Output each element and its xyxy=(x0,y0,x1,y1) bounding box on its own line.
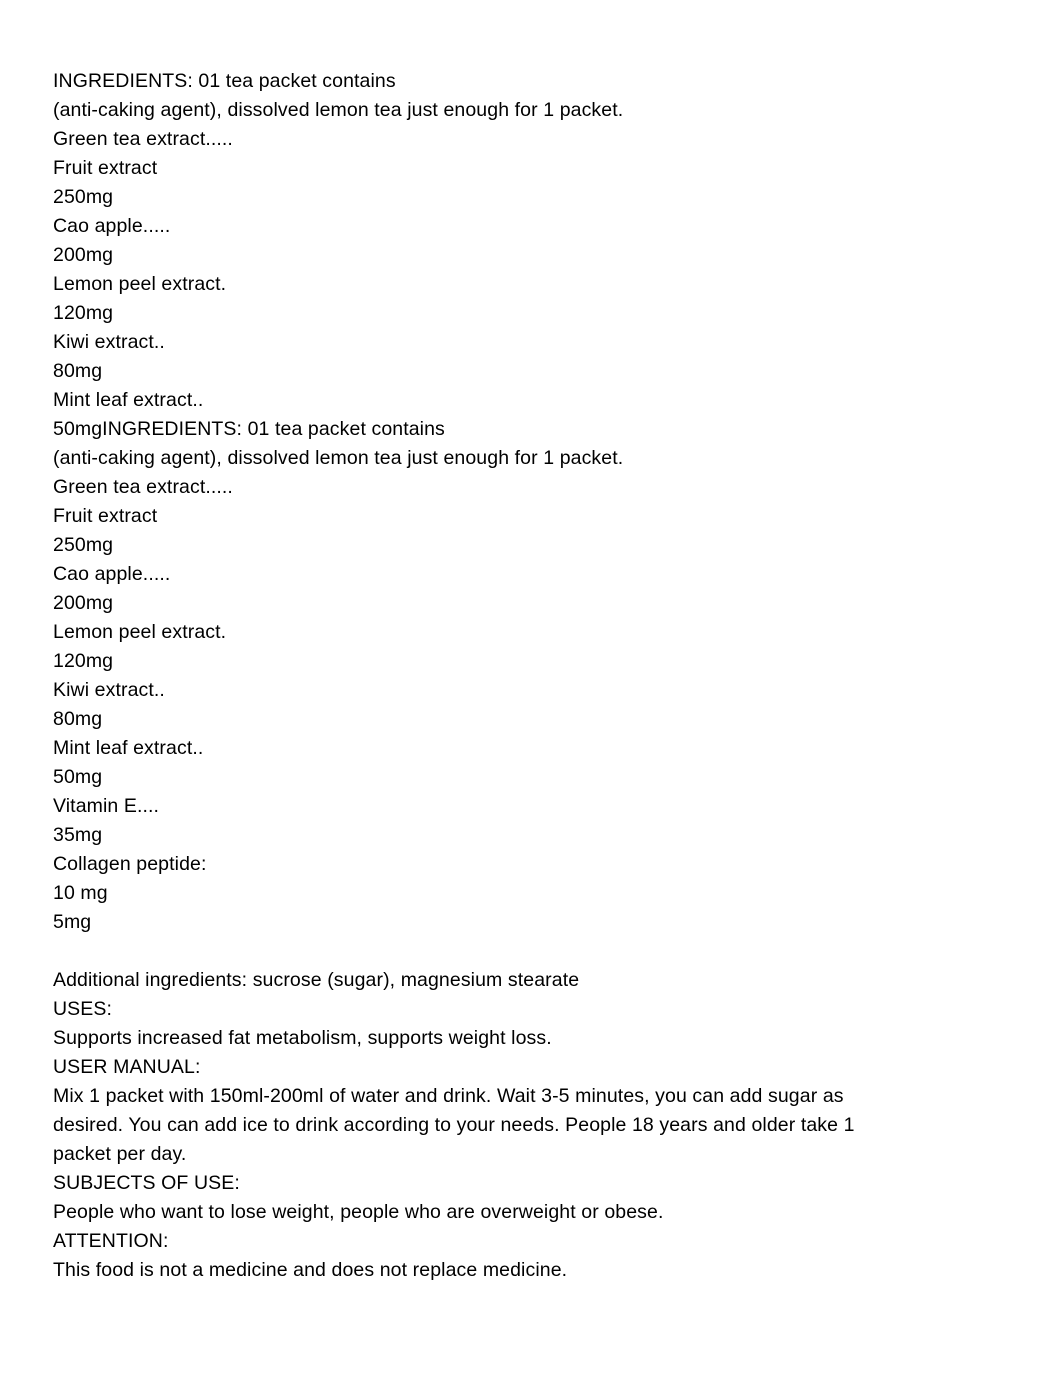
text-line: This food is not a medicine and does not replace medicine. xyxy=(53,1259,568,1281)
text-line: 35mg xyxy=(53,824,103,846)
text-line: Additional ingredients: sucrose (sugar), magnesium stearate xyxy=(53,969,580,991)
text-line: Mint leaf extract.. xyxy=(53,389,204,411)
text-line: packet per day. xyxy=(53,1143,187,1165)
text-line: Green tea extract..... xyxy=(53,128,233,150)
text-line: INGREDIENTS: 01 tea packet contains xyxy=(53,70,396,92)
text-line: 250mg xyxy=(53,534,114,556)
text-line: Lemon peel extract. xyxy=(53,621,227,643)
text-line: Kiwi extract.. xyxy=(53,679,165,701)
text-line: Cao apple..... xyxy=(53,215,171,237)
text-line: 10 mg xyxy=(53,882,108,904)
text-line: 250mg xyxy=(53,186,114,208)
text-line: Cao apple..... xyxy=(53,563,171,585)
text-line: 200mg xyxy=(53,592,114,614)
text-line: USER MANUAL: xyxy=(53,1056,201,1078)
text-line: 120mg xyxy=(53,302,114,324)
text-line: 80mg xyxy=(53,708,103,730)
text-line: Fruit extract xyxy=(53,505,158,527)
text-line: Supports increased fat metabolism, supports weight loss. xyxy=(53,1027,552,1049)
text-line: (anti-caking agent), dissolved lemon tea just enough for 1 packet. xyxy=(53,447,624,469)
text-line: Fruit extract xyxy=(53,157,158,179)
text-line: 200mg xyxy=(53,244,114,266)
text-line: Kiwi extract.. xyxy=(53,331,165,353)
text-line: Mint leaf extract.. xyxy=(53,737,204,759)
text-line: Collagen peptide: xyxy=(53,853,207,875)
text-line: Vitamin E.... xyxy=(53,795,160,817)
text-line: (anti-caking agent), dissolved lemon tea just enough for 1 packet. xyxy=(53,99,624,121)
text-line: Green tea extract..... xyxy=(53,476,233,498)
text-line: 5mg xyxy=(53,911,92,933)
text-line: 50mg xyxy=(53,766,103,788)
text-line: SUBJECTS OF USE: xyxy=(53,1172,240,1194)
text-line: Mix 1 packet with 150ml-200ml of water and drink. Wait 3-5 minutes, you can add sugar as xyxy=(53,1085,844,1107)
text-line: Lemon peel extract. xyxy=(53,273,227,295)
blank-line xyxy=(53,937,1013,966)
text-line: People who want to lose weight, people who are overweight or obese. xyxy=(53,1201,664,1223)
text-line: desired. You can add ice to drink according to your needs. People 18 years and older take 1 xyxy=(53,1114,855,1136)
text-line: 80mg xyxy=(53,360,103,382)
text-line: 50mgINGREDIENTS: 01 tea packet contains xyxy=(53,418,445,440)
text-line: ATTENTION: xyxy=(53,1230,169,1252)
label-text-block xyxy=(53,67,1013,1285)
text-line: 120mg xyxy=(53,650,114,672)
text-line: USES: xyxy=(53,998,113,1020)
